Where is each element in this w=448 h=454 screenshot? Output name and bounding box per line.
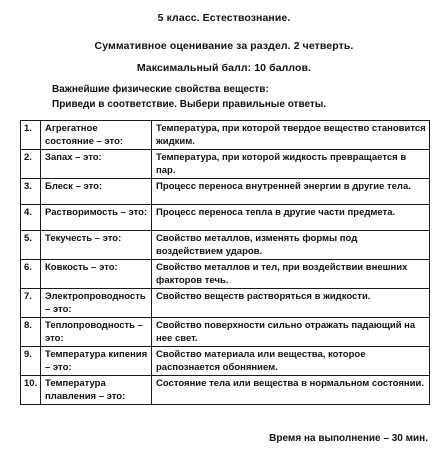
row-number: 1.	[21, 121, 41, 150]
property-term: Электропроводность – это:	[41, 289, 152, 318]
property-definition: Свойство металлов и тел, при воздействии внешних факторов течь.	[152, 260, 430, 289]
property-definition: Процесс переноса тепла в другие части предмета.	[152, 205, 430, 231]
property-term: Текучесть – это:	[41, 231, 152, 260]
property-definition: Свойство поверхности сильно отражать падающий на нее свет.	[152, 318, 430, 347]
property-term: Агрегатное состояние – это:	[41, 121, 152, 150]
table-row	[21, 121, 430, 150]
table-row	[21, 260, 430, 289]
property-definition: Свойство металлов, изменять формы под воздействием ударов.	[152, 231, 430, 260]
row-number: 6.	[21, 260, 41, 289]
row-number: 8.	[21, 318, 41, 347]
property-definition: Состояние тела или вещества в нормальном состоянии.	[152, 376, 430, 405]
instruction-line-1: Важнейшие физические свойства веществ:	[52, 84, 269, 95]
property-term: Запах – это:	[41, 150, 152, 179]
row-number: 3.	[21, 179, 41, 205]
property-definition: Температура, при которой твердое вещество становится жидким.	[152, 121, 430, 150]
property-definition: Свойство материала или вещества, которое распознается обонянием.	[152, 347, 430, 376]
row-number: 9.	[21, 347, 41, 376]
time-limit-note: Время на выполнение – 30 мин.	[269, 433, 428, 444]
matching-table	[20, 120, 430, 405]
row-number: 7.	[21, 289, 41, 318]
table-row	[21, 231, 430, 260]
property-term: Температура кипения – это:	[41, 347, 152, 376]
table-row	[21, 318, 430, 347]
property-definition: Температура, при которой жидкость превращается в пар.	[152, 150, 430, 179]
row-number: 10.	[21, 376, 41, 405]
grade-subject-heading: 5 класс. Естествознание.	[157, 12, 291, 24]
table-row	[21, 289, 430, 318]
property-term: Температура плавления – это:	[41, 376, 152, 405]
table-row	[21, 179, 430, 205]
property-definition: Свойство веществ растворяться в жидкости.	[152, 289, 430, 318]
property-term: Растворимость – это:	[41, 205, 152, 231]
max-score-line: Максимальный балл: 10 баллов.	[136, 62, 312, 74]
property-term: Ковкость – это:	[41, 260, 152, 289]
table-row	[21, 150, 430, 179]
row-number: 5.	[21, 231, 41, 260]
table-row	[21, 347, 430, 376]
instruction-line-2: Приведи в соответствие. Выбери правильные ответы.	[52, 99, 327, 110]
table-row	[21, 376, 430, 405]
property-term: Теплопроводность – это:	[41, 318, 152, 347]
assessment-subtitle: Суммативное оценивание за раздел. 2 четверть.	[94, 40, 354, 52]
property-term: Блеск – это:	[41, 179, 152, 205]
table-row	[21, 205, 430, 231]
row-number: 4.	[21, 205, 41, 231]
row-number: 2.	[21, 150, 41, 179]
property-definition: Процесс переноса внутренней энергии в другие тела.	[152, 179, 430, 205]
